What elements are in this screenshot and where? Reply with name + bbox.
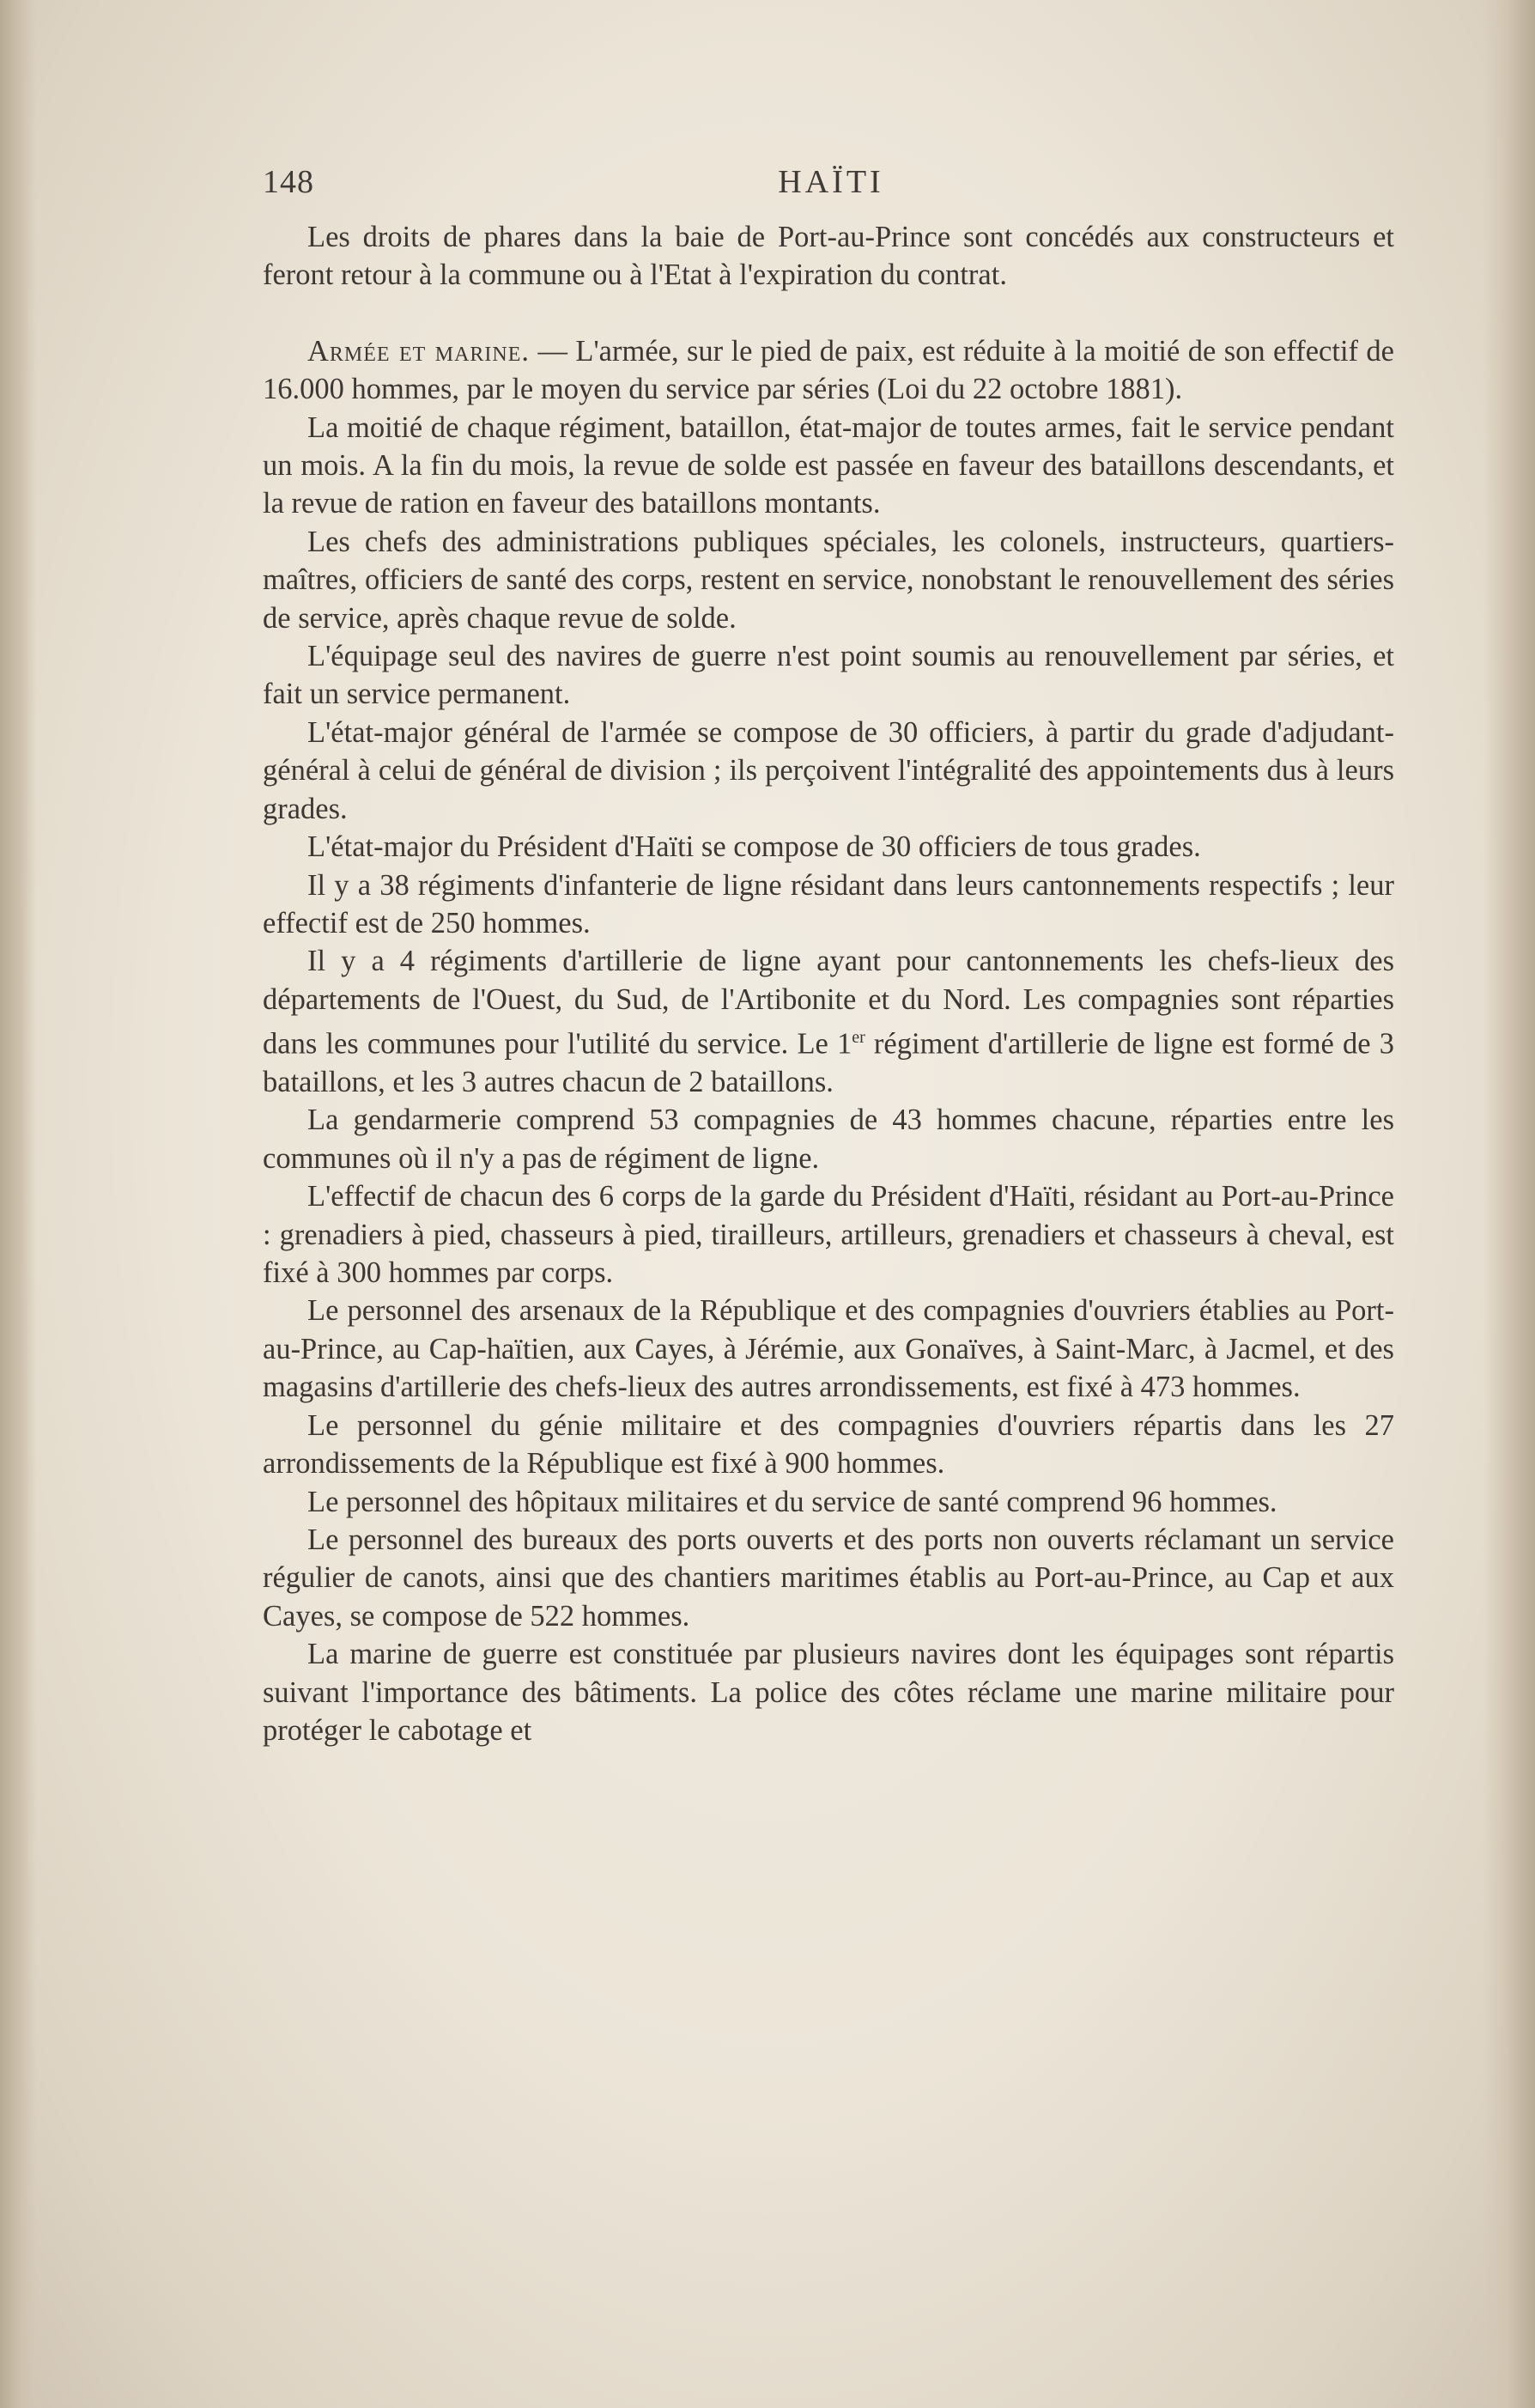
ordinal-number: 1 <box>836 1027 852 1061</box>
paragraph-etat-major-president: L'état-major du Président d'Haïti se compose de 30 officiers de tous grades. <box>307 830 1201 864</box>
paragraph-hopitaux: Le personnel des hôpitaux militaires et du service de santé comprend 96 hommes. <box>307 1485 1277 1518</box>
running-head: HAÏTI <box>778 164 884 200</box>
paragraph-artillerie-text: Il y a 4 régiments d'artillerie de ligne ayant pour cantonnements les chefs-lieux des départements de l'Ouest, du Sud, de l'Artibonite et du Nord. Les compagnies sont réparties dans les communes pour l'utilité du service. Le <box>263 945 1394 1061</box>
paragraph-gendarmerie: La gendarmerie comprend 53 compagnies de 43 hommes chacune, réparties entre les communes où il n'y a pas de régiment de ligne. <box>263 1104 1394 1175</box>
page-edge-left <box>0 0 36 2408</box>
page-edge-right <box>1483 0 1535 2408</box>
page-header <box>263 163 1399 211</box>
paragraph-etat-major-general: L'état-major général de l'armée se compose de 30 officiers, à partir du grade d'adjudant-général à celui de général de division ; ils perçoivent l'intégralité des appointements dus à leurs grades. <box>263 715 1394 825</box>
paragraph-arsenaux: Le personnel des arsenaux de la République et des compagnies d'ouvriers établies au Port-au-Prince, au Cap-haïtien, aux Cayes, à Jérémie, aux Gonaïves, à Saint-Marc, à Jacmel, et des magasins d'artillerie des chefs-lieux des autres arrondissements, est fixé à 473 hommes. <box>263 1294 1394 1404</box>
paragraph-phares: Les droits de phares dans la baie de Port-au-Prince sont concédés aux constructeurs et feront retour à la commune ou à l'Etat à l'expiration du contrat. <box>263 221 1394 292</box>
page-number: 148 <box>263 164 314 200</box>
paragraph-equipage: L'équipage seul des navires de guerre n'est point soumis au renouvellement par séries, et fait un service permanent. <box>263 640 1394 711</box>
paragraph-moitie: La moitié de chaque régiment, bataillon, état-major de toutes armes, fait le service pendant un mois. A la fin du mois, la revue de solde est passée en faveur des bataillons descendants, et la revue de ration en faveur des bataillons montants. <box>263 410 1394 520</box>
heading-dash: — <box>530 334 576 368</box>
paragraph-garde: L'effectif de chacun des 6 corps de la garde du Président d'Haïti, résidant au Port-au-Prince : grenadiers à pied, chasseurs à pied, tirailleurs, artilleurs, grenadiers et chasseurs à cheval, est fixé à 300 hommes par corps. <box>263 1180 1394 1290</box>
paragraph-artillerie-rest: régiment d'artillerie de ligne est formé de 3 bataillons, et les 3 autres chacun de 2 bataillons. <box>263 1027 1394 1099</box>
paragraph-chefs: Les chefs des administrations publiques spéciales, les colonels, instructeurs, quartiers-maîtres, officiers de santé des corps, restent en service, nonobstant le renouvellement des séries de service, après chaque revue de solde. <box>263 525 1394 635</box>
paragraph-genie: Le personnel du génie militaire et des compagnies d'ouvriers répartis dans les 27 arrondissements de la République est fixé à 900 hommes. <box>263 1408 1394 1481</box>
paragraph-bureaux-ports: Le personnel des bureaux des ports ouverts et des ports non ouverts réclamant un service régulier de canots, ainsi que des chantiers maritimes établis au Port-au-Prince, au Cap et aux Cayes, se compose de 522 hommes. <box>263 1523 1394 1633</box>
paragraph-marine: La marine de guerre est constituée par plusieurs navires dont les équipages sont répartis suivant l'importance des bâtiments. La police des côtes réclame une marine militaire pour protéger le cabotage et <box>263 1638 1394 1747</box>
section-heading: Armée et marine. <box>307 334 531 368</box>
paragraph-artillerie <box>263 942 1394 1101</box>
body-text <box>263 218 1394 1749</box>
paragraph-infanterie: Il y a 38 régiments d'infanterie de ligne résidant dans leurs cantonnements respectifs ; leur effectif est de 250 hommes. <box>263 868 1394 939</box>
paragraph-armee <box>263 332 1394 409</box>
ordinal-suffix: er <box>852 1028 865 1048</box>
paragraph-armee-text: L'armée, sur le pied de paix, est réduite à la moitié de son effectif de 16.000 hommes, par le moyen du service par séries (Loi du 22 octobre 1881). <box>263 334 1394 406</box>
